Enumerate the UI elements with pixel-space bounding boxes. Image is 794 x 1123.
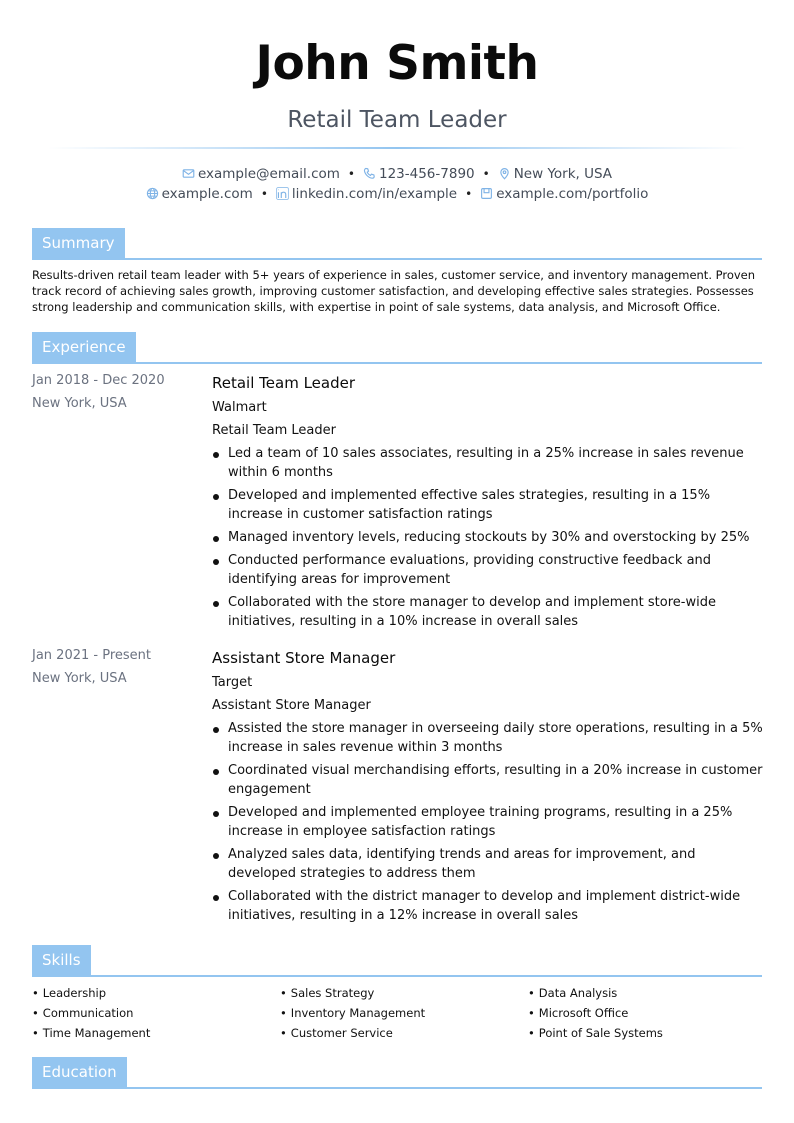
job-bullet: Collaborated with the district manager to develop and implement district-wide initiatives, resulting in a 12% increase in overall sales: [212, 887, 767, 925]
skill-item: • Point of Sale Systems: [528, 1026, 663, 1040]
skill-item: • Sales Strategy: [280, 986, 375, 1000]
job-location: New York, USA: [32, 396, 127, 411]
job-company: Target: [212, 675, 253, 690]
mail-icon: [182, 167, 195, 180]
contact-phone[interactable]: 123-456-7890: [363, 166, 475, 182]
job-title-headline: Retail Team Leader: [287, 107, 507, 133]
job-entry: [212, 373, 767, 635]
contact-email[interactable]: example@email.com: [182, 166, 340, 182]
portfolio-icon: [480, 187, 493, 200]
job-bullet: Analyzed sales data, identifying trends and areas for improvement, and developed strategies to address them: [212, 845, 767, 883]
job-bullet: Coordinated visual merchandising efforts, resulting in a 20% increase in customer engagement: [212, 761, 767, 799]
job-entry: [212, 648, 767, 929]
skill-item: • Inventory Management: [280, 1006, 426, 1020]
job-bullet: Developed and implemented employee training programs, resulting in a 25% increase in employee satisfaction ratings: [212, 803, 767, 841]
job-meta: [32, 648, 202, 694]
separator: •: [260, 187, 268, 201]
skill-item: • Leadership: [32, 986, 107, 1000]
job-dates: Jan 2018 - Dec 2020: [32, 373, 165, 388]
job-bullet: Conducted performance evaluations, providing constructive feedback and identifying areas for improvement: [212, 551, 767, 589]
job-company: Walmart: [212, 400, 267, 415]
summary-paragraph: Results-driven retail team leader with 5+ years of experience in sales, customer service, and inventory management. Proven track record of achieving sales growth, improving customer satisfaction, and developing effective sales strategies. Possesses strong leadership and communication skills, with expertise in point of sale systems, data analysis, and Microsoft Office.: [32, 268, 756, 315]
linkedin-icon: [276, 187, 289, 200]
job-bullet: Assisted the store manager in overseeing daily store operations, resulting in a 5% increase in sales revenue within 3 months: [212, 719, 767, 757]
job-title: Assistant Store Manager: [212, 649, 396, 667]
section-header-education: [32, 1057, 762, 1089]
section-title: Education: [32, 1057, 127, 1087]
job-bullet: Developed and implemented effective sales strategies, resulting in a 15% increase in customer satisfaction ratings: [212, 486, 767, 524]
separator: •: [482, 167, 490, 181]
section-rule: [32, 362, 762, 364]
contact-row: [0, 186, 794, 202]
section-title: Summary: [32, 228, 125, 258]
skills-grid: [32, 985, 772, 1042]
skill-item: • Communication: [32, 1006, 134, 1020]
contact-portfolio[interactable]: example.com/portfolio: [480, 186, 648, 202]
header-divider: [48, 147, 746, 149]
job-position: Assistant Store Manager: [212, 698, 371, 713]
contact-linkedin[interactable]: linkedin.com/in/example: [276, 186, 457, 202]
job-meta: [32, 373, 202, 419]
job-bullets: [212, 444, 767, 631]
section-title: Experience: [32, 332, 136, 362]
section-rule: [32, 975, 762, 977]
section-header-experience: [32, 332, 762, 364]
contact-row: [0, 166, 794, 182]
job-position: Retail Team Leader: [212, 423, 336, 438]
job-location: New York, USA: [32, 671, 127, 686]
job-title: Retail Team Leader: [212, 374, 355, 392]
phone-icon: [363, 167, 376, 180]
skill-item: • Customer Service: [280, 1026, 393, 1040]
job-dates: Jan 2021 - Present: [32, 648, 151, 663]
job-bullet: Collaborated with the store manager to develop and implement store-wide initiatives, resulting in a 10% increase in overall sales: [212, 593, 767, 631]
job-bullet: Managed inventory levels, reducing stockouts by 30% and overstocking by 25%: [212, 528, 767, 547]
separator: •: [347, 167, 355, 181]
contact-website[interactable]: example.com: [146, 186, 253, 202]
skill-item: • Data Analysis: [528, 986, 618, 1000]
section-rule: [32, 258, 762, 260]
skill-item: • Time Management: [32, 1026, 151, 1040]
job-bullet: Led a team of 10 sales associates, resulting in a 25% increase in sales revenue within 6 months: [212, 444, 767, 482]
section-rule: [32, 1087, 762, 1089]
section-header-skills: [32, 945, 762, 977]
candidate-name: John Smith: [255, 36, 539, 91]
section-header-summary: [32, 228, 762, 260]
contact-location: New York, USA: [498, 166, 612, 182]
job-bullets: [212, 719, 767, 925]
location-pin-icon: [498, 167, 511, 180]
globe-icon: [146, 187, 159, 200]
section-title: Skills: [32, 945, 91, 975]
skill-item: • Microsoft Office: [528, 1006, 629, 1020]
separator: •: [465, 187, 473, 201]
